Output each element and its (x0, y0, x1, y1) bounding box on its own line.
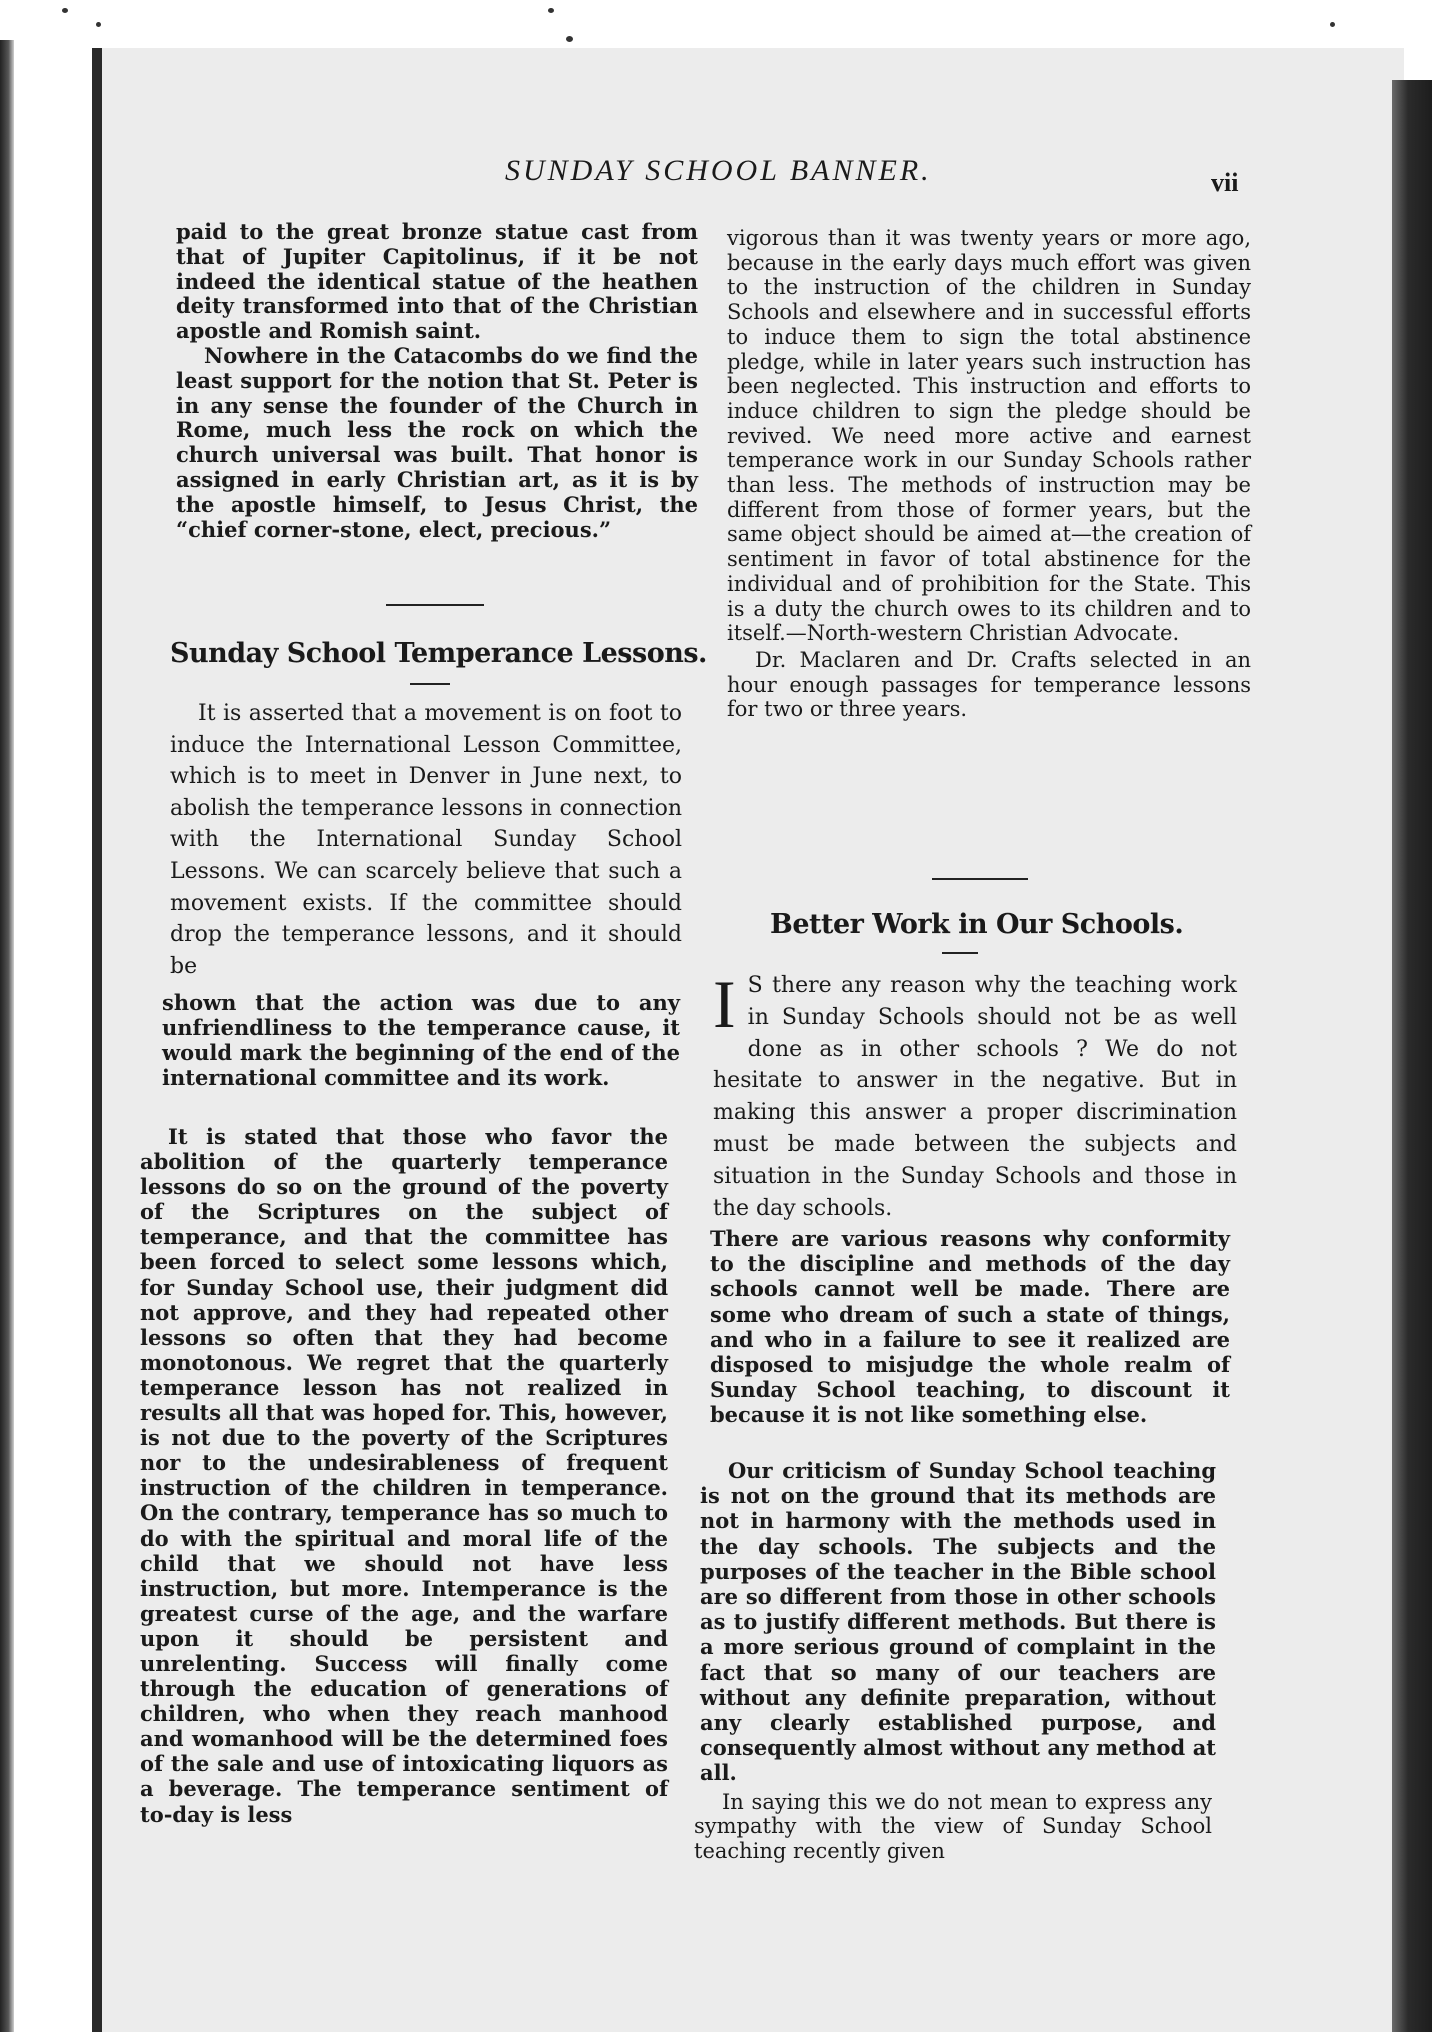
article2-para3 (694, 1790, 1212, 1863)
paragraph: paid to the great bronze statue cast from that of Jupiter Capitolinus, if it be not indeed the identical statue of the heathen deity transformed into that of the Christian apostle and Romish saint. (176, 219, 698, 344)
article-heading-temperance: Sunday School Temperance Lessons. (170, 638, 707, 669)
book-spine-edge (0, 40, 14, 2032)
paragraph: Our criticism of Sunday School teaching is not on the ground that its methods are not in harmony with the methods used in the day schools. The subjects and the purposes of the teacher in the Bible school are so different from those in other schools as to justify different methods. But there is a more serious ground of complaint in the fact that so many of our teachers are without any definite preparation, without any clearly established purpose, and consequently almost without any method at all. (700, 1458, 1216, 1786)
dust-speck (1330, 22, 1335, 27)
article1-para1 (170, 698, 682, 982)
dust-speck (566, 36, 573, 42)
dust-speck (62, 8, 68, 13)
article1-continuation (727, 226, 1251, 722)
paragraph: Dr. Maclaren and Dr. Crafts selected in an hour enough passages for temperance lessons for two or three years. (727, 647, 1251, 722)
drop-cap: I (713, 966, 736, 1042)
page-right-edge (1392, 80, 1432, 2032)
paragraph: vigorous than it was twenty years or more ago, because in the early days much effort was given to the instruction of the children in Sunday Schools and elsewhere and in successful efforts to induce them to sign the total abstinence pledge, while in later years such instruction has been neglected. This instruction and efforts to induce children to sign the pledge should be revived. We need more active and earnest temperance work in our Sunday Schools rather than less. The methods of instruction may be different from those of former years, but the same object should be aimed at—the creation of sentiment in favor of total abstinence for the individual and of prohibition for the State. This is a duty the church owes to its children and to itself.—North-western Christian Advocate. (727, 226, 1251, 646)
article2-para2 (700, 1458, 1216, 1786)
dust-speck (548, 8, 554, 13)
running-title: SUNDAY SCHOOL BANNER. (505, 154, 932, 187)
dust-speck (96, 22, 101, 27)
article-heading-better-work: Better Work in Our Schools. (770, 909, 1184, 940)
article2-para1-cont (710, 1226, 1230, 1428)
paragraph: shown that the action was due to any unfriendliness to the temperance cause, it would mark the beginning of the end of the international committee and its work. (162, 990, 680, 1091)
paragraph: It is stated that those who favor the abolition of the quarterly temperance lessons do so on the ground of the poverty of the Scriptures on the subject of temperance, and that the committee has been forced to select some lessons which, for Sunday School use, their judgment did not approve, and they had repeated other lessons so often that they had become monotonous. We regret that the quarterly temperance lesson has not realized in results all that was hoped for. This, however, is not due to the poverty of the Scriptures nor to the undesirableness of frequent instruction of the children in temperance. On the contrary, temperance has so much to do with the spiritual and moral life of the child that we should not have less instruction, but more. Intemperance is the greatest curse of the age, and the warfare upon it should be persistent and unrelenting. Success will finally come through the education of generations of children, who when they reach manhood and womanhood will be the determined foes of the sale and use of intoxicating liquors as a beverage. The temperance sentiment of to-day is less (140, 1124, 668, 1827)
article1-para2 (140, 1124, 668, 1827)
paragraph: In saying this we do not mean to express any sympathy with the view of Sunday School teaching recently given (694, 1790, 1212, 1863)
heading-underline (942, 952, 978, 954)
heading-underline (410, 683, 450, 685)
section-divider (932, 878, 1028, 880)
page-number: vii (1211, 168, 1239, 197)
paragraph: There are various reasons why conformity to the discipline and methods of the day schools cannot well be made. There are some who dream of such a state of things, and who in a failure to see it realized are disposed to misjudge the whole realm of Sunday School teaching, to discount it because it is not like something else. (710, 1226, 1230, 1428)
section-divider (386, 604, 484, 606)
article2-para1 (713, 966, 1237, 1224)
paragraph: It is asserted that a movement is on foot to induce the International Lesson Committee, which is to meet in Denver in June next, to abolish the temperance lessons in connection with the International Sunday School Lessons. We can scarcely believe that such a movement exists. If the committee should drop the temperance lessons, and it should be (170, 701, 682, 979)
paragraph: S there any reason why the teaching work in Sunday Schools should not be as well done as in other schools ? We do not hesitate to answer in the negative. But in making this answer a proper discrimination must be made between the subjects and situation in the Sunday Schools and those in the day schools. (713, 973, 1237, 1221)
article1-para1-cont (162, 990, 680, 1090)
left-continuation-text (176, 220, 698, 542)
paragraph: Nowhere in the Catacombs do we find the least support for the notion that St. Peter is in any sense the founder of the Church in Rome, much less the rock on which the church universal was built. That honor is assigned in early Christian art, as it is by the apostle himself, to Jesus Christ, the “chief corner-stone, elect, precious.” (176, 342, 698, 542)
